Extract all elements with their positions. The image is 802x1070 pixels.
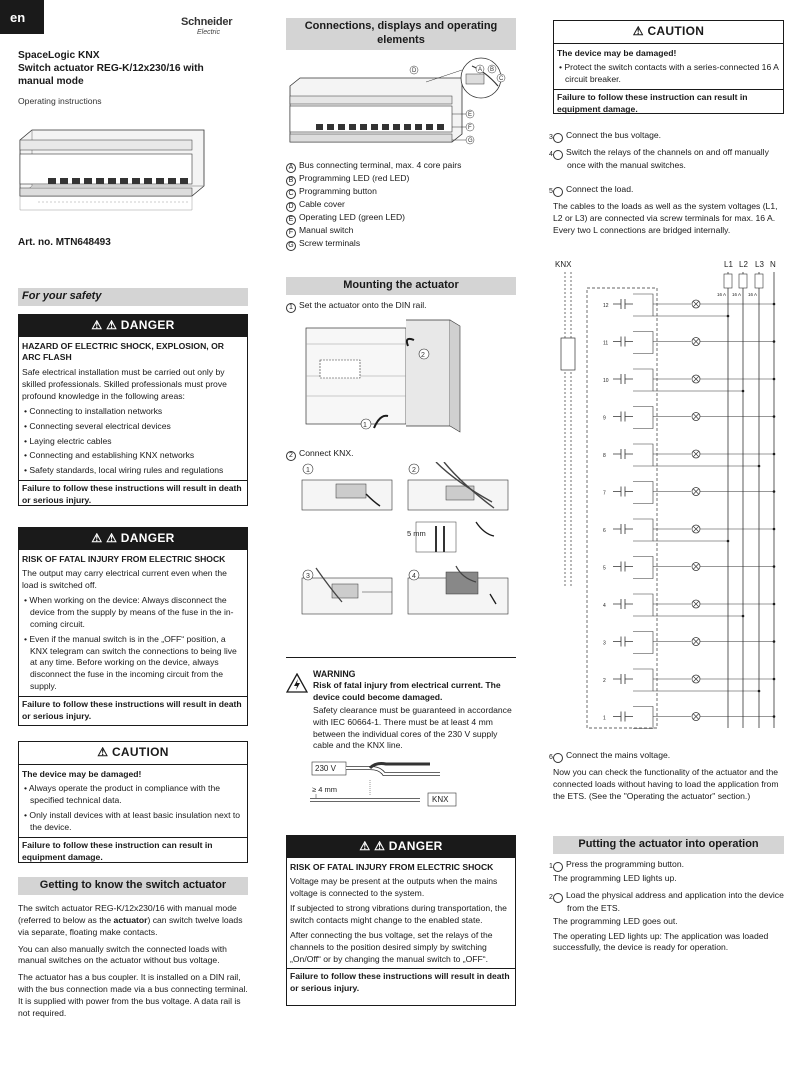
article-number: Art. no. MTN648493: [18, 237, 111, 248]
svg-text:A: A: [478, 67, 483, 73]
caution-box-1: [18, 741, 248, 863]
legend-item: A Bus connecting terminal, max. 4 core pairs: [286, 160, 516, 173]
danger-footer: Failure to follow these instructions will result in death or serious injury.: [19, 696, 247, 725]
channel-terminal: [633, 407, 653, 429]
warning-text: Safety clearance must be guaranteed in accordance with IEC 60664-1. There must be at least 4 mm between the individual cores of the 230 V supply cable and the KNX line.: [313, 704, 512, 751]
channel-terminal: [633, 594, 653, 616]
contact-symbol: [613, 487, 633, 497]
operation-result-3: The operating LED lights up: The application was loaded successfully, the device is ready for operation.: [553, 930, 769, 953]
danger-box-3: [286, 835, 516, 1006]
knx-label: KNX: [555, 260, 572, 269]
cable-knx-label: KNX: [432, 795, 449, 804]
warning-icon: [286, 673, 308, 693]
channel-label: 10: [603, 378, 609, 384]
junction-dot: [758, 690, 761, 693]
connect-knx-illustration: [296, 462, 516, 632]
junction-dot: [773, 603, 776, 606]
phase-label: L3: [755, 260, 764, 269]
warning-bold: Risk of fatal injury from electrical current. The device could become damaged.: [313, 680, 501, 702]
legend-item: C Programming button: [286, 186, 516, 199]
phase-label: N: [770, 260, 776, 269]
contact-symbol: [613, 674, 633, 684]
fuse-symbol: [724, 274, 732, 288]
danger-bullet: • Laying electric cables: [24, 435, 112, 446]
figure-label: 2: [412, 467, 416, 474]
caution-footer: Failure to follow these instruction can result in equipment damage.: [554, 89, 783, 118]
svg-text:B: B: [490, 67, 495, 73]
contact-symbol: [613, 299, 633, 309]
figure-label: 1: [363, 422, 367, 429]
junction-dot: [742, 615, 745, 618]
legend-item: F Manual switch: [286, 225, 516, 238]
danger-intro: The output may carry electrical current even when the load is switched off.: [22, 568, 227, 591]
legend-item: G Screw terminals: [286, 238, 516, 251]
svg-text:G: G: [468, 138, 473, 144]
fuse-symbol: [755, 274, 763, 288]
channel-terminal: [633, 557, 653, 579]
danger-box-1: [18, 314, 248, 506]
cable-illustration: [310, 758, 490, 812]
device-illustration: [18, 126, 206, 212]
step-6: 6 Connect the mains voltage. Now you can check the functionality of the actuator and the connected loads without having to load the application from the ETS. (See the "Operating the actuator" section.): [553, 750, 784, 803]
legend-item: E Operating LED (green LED): [286, 212, 516, 225]
junction-dot: [773, 415, 776, 418]
channel-label: 2: [603, 678, 606, 684]
danger-title: RISK OF FATAL INJURY FROM ELECTRIC SHOCK: [22, 553, 226, 564]
step-3: 3 Connect the bus voltage.: [549, 130, 662, 141]
channel-label: 9: [603, 415, 606, 422]
channel-terminal: [633, 369, 653, 391]
channel-terminal: [633, 482, 653, 504]
getting-text: [18, 903, 248, 1025]
doc-subtitle: Operating instructions: [18, 96, 102, 106]
caution-footer: Failure to follow these instruction can result in equipment damage.: [19, 837, 247, 866]
load-text: The cables to the loads as well as the system voltages (L1, L2 or L3) are connected via screw terminals for max. 16 A. Every two L connections are bridged internally.: [553, 201, 778, 235]
channel-label: 1: [603, 715, 606, 722]
svg-text:C: C: [499, 76, 504, 82]
caution-box-2: [553, 20, 784, 114]
danger-paragraph: After connecting the bus voltage, set the relays of the channels to the position desired simply by switching „On/Off“ or by changing the manual switch to „OFF“.: [290, 929, 493, 964]
cable-gap-label: ≥ 4 mm: [312, 785, 337, 794]
junction-dot: [773, 490, 776, 493]
caution-bullet: • Always operate the product in compliance with the specified technical data.: [24, 783, 220, 806]
junction-dot: [773, 715, 776, 718]
svg-text:E: E: [468, 112, 473, 118]
connections-section-title: Connections, displays and operating elements: [286, 18, 516, 50]
caution-bullet: • Only install devices with at least basic insulation next to the device.: [24, 810, 241, 832]
junction-dot: [773, 340, 776, 343]
junction-dot: [773, 678, 776, 681]
danger-header: ⚠ ⚠ DANGER: [19, 315, 247, 337]
channel-label: 6: [603, 528, 606, 534]
fuse-label: 16 A: [717, 292, 727, 297]
language-badge: en: [0, 0, 44, 34]
column-right: [549, 0, 784, 1040]
fuse-label: 16 A: [748, 292, 758, 297]
danger-bullet: • Safety standards, local wiring rules and regulations: [24, 465, 224, 476]
contact-symbol: [613, 599, 633, 609]
channel-terminal: [633, 632, 653, 654]
caution-bullet: • Protect the switch contacts with a series-connected 16 A circuit breaker.: [559, 62, 779, 85]
danger-bullet: • Connecting to installation networks: [24, 405, 163, 416]
junction-dot: [727, 540, 730, 543]
operation-steps: [549, 859, 784, 954]
junction-dot: [773, 453, 776, 456]
junction-dot: [773, 528, 776, 531]
junction-dot: [773, 303, 776, 306]
column-middle: [286, 0, 516, 1040]
cable-230-label: 230 V: [315, 764, 336, 773]
mounting-step-2: 2 Connect KNX.: [286, 448, 516, 461]
danger-box-2: [18, 527, 248, 726]
channel-label: 5: [603, 565, 606, 572]
mains-text: Now you can check the functionality of the actuator and the connected loads without having to load the application from the ETS. (See the "Operating the actuator" section.): [553, 767, 779, 801]
contact-symbol: [613, 637, 633, 647]
channel-label: 12: [603, 303, 609, 309]
contact-symbol: [613, 562, 633, 572]
danger-footer: Failure to follow these instructions will result in death or serious injury.: [287, 968, 515, 997]
channel-label: 3: [603, 640, 606, 647]
caution-title: The device may be damaged!: [22, 768, 142, 779]
danger-title: RISK OF FATAL INJURY FROM ELECTRIC SHOCK: [290, 861, 494, 872]
danger-footer: Failure to follow these instructions will result in death or serious injury.: [19, 480, 247, 509]
legend-item: D Cable cover: [286, 199, 516, 212]
step-5: 5 Connect the load. The cables to the loads as well as the system voltages (L1, L2 or L3) are connected via screw terminals for max. 16 A. Every two L connections are bridged internally.: [553, 184, 784, 237]
figure-label: 1: [306, 467, 310, 474]
wiring-diagram: [553, 258, 784, 742]
dimension-label: 5 mm: [407, 529, 426, 538]
contact-symbol: [613, 337, 633, 347]
brand-sub: Electric: [197, 29, 220, 37]
warning-block: [286, 657, 516, 752]
channel-terminal: [633, 444, 653, 466]
getting-section-title: Getting to know the switch actuator: [18, 877, 248, 895]
junction-dot: [758, 465, 761, 468]
contact-symbol: [613, 374, 633, 384]
getting-paragraph-2: You can also manually switch the connected loads with manual switches on the actuator without bus voltage.: [18, 943, 227, 966]
step-4: 4 Switch the relays of the channels on and off manually once with the manual switches.: [549, 147, 769, 170]
contact-symbol: [613, 712, 633, 722]
svg-text:F: F: [468, 125, 472, 131]
safety-section-title: For your safety: [18, 288, 248, 306]
operation-section-title: Putting the actuator into operation: [553, 836, 784, 854]
operation-step-1: 1 Press the programming button.: [549, 859, 684, 870]
danger-bullet: • When working on the device: Always disconnect the device from the supply by means of the fuse in the in-coming circuit.: [24, 595, 234, 629]
junction-dot: [773, 565, 776, 568]
channel-label: 11: [603, 340, 609, 347]
channel-terminal: [633, 294, 653, 316]
channel-label: 7: [603, 490, 606, 497]
phase-label: L2: [739, 260, 748, 269]
caution-title: The device may be damaged!: [557, 47, 677, 58]
contact-symbol: [613, 524, 633, 534]
danger-bullet: • Connecting several electrical devices: [24, 420, 171, 431]
product-title: SpaceLogic KNX Switch actuator REG-K/12x230/16 with manual mode: [18, 50, 204, 87]
column-left: [10, 0, 248, 1040]
danger-paragraph: Voltage may be present at the outputs when the mains voltage is connected to the system.: [290, 876, 498, 899]
danger-bullet: • Even if the manual switch is in the „OFF“ position, a KNX telegram can switch the connections to being live at any time. Before working on the device, always disconnect the fuse in the incoming circuit from the supply.: [24, 633, 237, 692]
mounting-step-1: 1 Set the actuator onto the DIN rail.: [286, 300, 516, 313]
junction-dot: [742, 390, 745, 393]
danger-header: ⚠ ⚠ DANGER: [287, 836, 515, 858]
fuse-symbol: [739, 274, 747, 288]
getting-paragraph-1: The switch actuator REG-K/12x230/16 with manual mode (referred to below as the actuator) can switch twelve loads via separate, floating make contacts.: [18, 903, 243, 937]
caution-header: ⚠ CAUTION: [554, 21, 783, 44]
steps-3-4: [549, 130, 784, 176]
phase-label: L1: [724, 260, 733, 269]
warning-title: WARNING: [313, 669, 356, 679]
junction-dot: [727, 315, 730, 318]
operation-step-2: 2 Load the physical address and application into the device from the ETS.: [549, 889, 784, 913]
channel-label: 8: [603, 453, 606, 459]
contact-symbol: [613, 449, 633, 459]
svg-text:D: D: [412, 68, 417, 74]
junction-dot: [773, 640, 776, 643]
danger-paragraph: If subjected to strong vibrations during transportation, the switch contacts might change to the enabled state.: [290, 903, 507, 925]
operation-result-2: The programming LED goes out.: [553, 915, 678, 926]
caution-header: ⚠ CAUTION: [19, 742, 247, 765]
contact-symbol: [613, 412, 633, 422]
brand-name: Schneider: [181, 16, 233, 28]
danger-bullet: • Connecting and establishing KNX networks: [24, 450, 195, 461]
figure-label: 3: [306, 573, 310, 580]
connections-legend: [286, 160, 516, 251]
operation-result-1: The programming LED lights up.: [553, 873, 677, 883]
channel-terminal: [633, 669, 653, 691]
getting-paragraph-3: The actuator has a bus coupler. It is installed on a DIN rail, with the bus connection made via a bus connecting terminal. It is supplied with power from the bus voltage. A data rail is not required.: [18, 972, 248, 1018]
danger-intro: Safe electrical installation must be carried out only by skilled professionals. Skilled professionals must prove profound knowledge in the following areas:: [22, 367, 227, 401]
mounting-section-title: Mounting the actuator: [286, 277, 516, 295]
danger-header: ⚠ ⚠ DANGER: [19, 528, 247, 550]
channel-label: 4: [603, 603, 606, 609]
din-rail-illustration: [300, 316, 470, 440]
figure-label: 2: [421, 352, 425, 359]
legend-item: B Programming LED (red LED): [286, 173, 516, 186]
figure-label: 4: [412, 573, 416, 580]
channel-terminal: [633, 519, 653, 541]
brand-logo: [181, 15, 251, 41]
channel-terminal: [633, 332, 653, 354]
danger-title: HAZARD OF ELECTRIC SHOCK, EXPLOSION, OR ARC FLASH: [22, 340, 224, 363]
fuse-label: 16 A: [732, 292, 742, 297]
junction-dot: [773, 378, 776, 381]
connections-illustration: [286, 56, 516, 156]
channel-terminal: [633, 707, 653, 729]
